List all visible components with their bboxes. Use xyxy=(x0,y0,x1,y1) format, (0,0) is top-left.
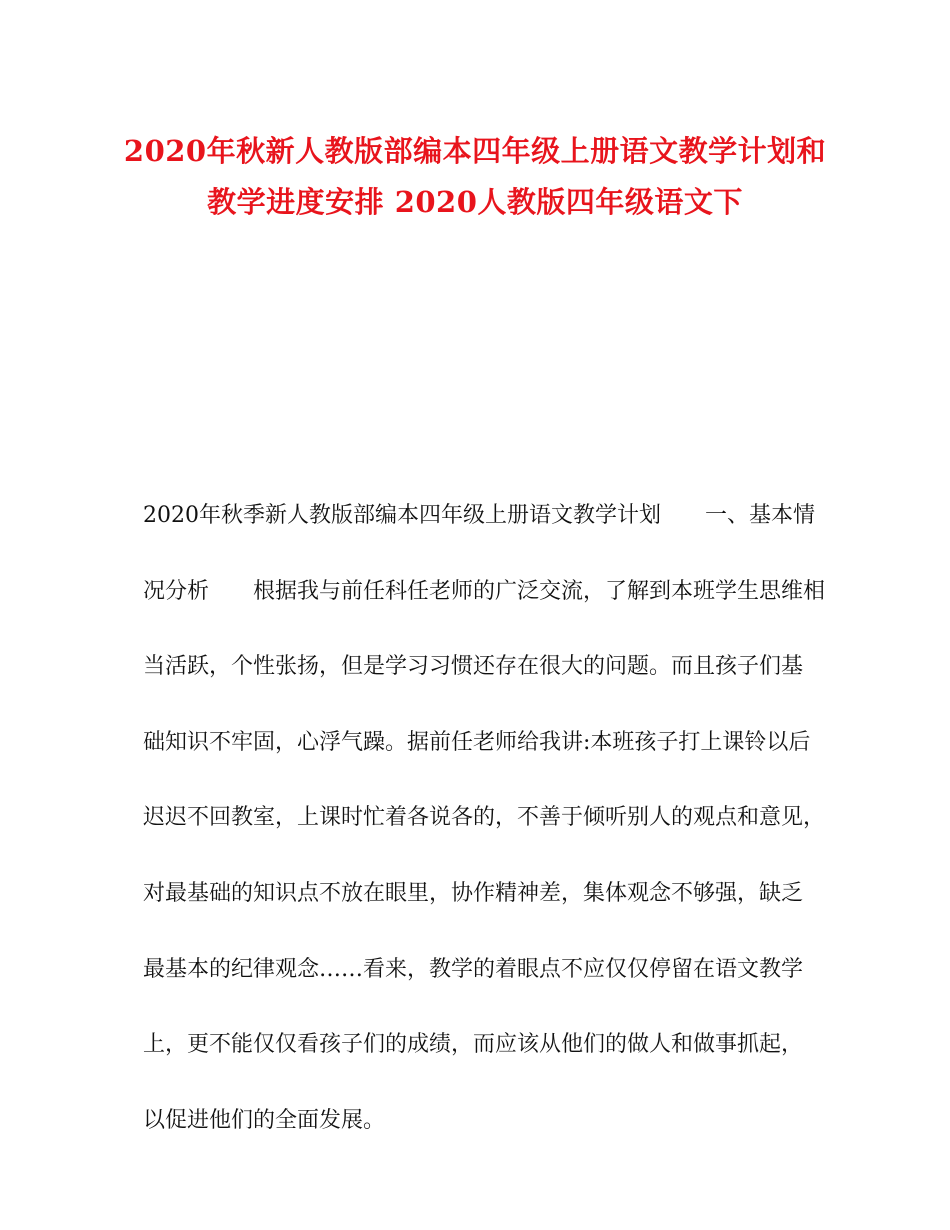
body-line-4: 础知识不牢固，心浮气躁。据前任老师给我讲:本班孩子打上课铃以后 xyxy=(143,729,811,755)
body-line-5: 迟迟不回教室，上课时忙着各说各的，不善于倾听别人的观点和意见， xyxy=(143,805,826,831)
body-line-3: 当活跃，个性张扬，但是学习习惯还存在很大的问题。而且孩子们基 xyxy=(143,654,804,680)
document-title xyxy=(100,126,850,228)
body-line-2: 况分析 根据我与前任科任老师的广泛交流，了解到本班学生思维相 xyxy=(143,578,826,604)
body-line-8: 上，更不能仅仅看孩子们的成绩，而应该从他们的做人和做事抓起， xyxy=(143,1032,804,1058)
title-line-1: 2020年秋新人教版部编本四年级上册语文教学计划和 xyxy=(123,134,827,168)
body-line-1: 2020年秋季新人教版部编本四年级上册语文教学计划 一、基本情 xyxy=(143,503,815,528)
body-line-6: 对最基础的知识点不放在眼里，协作精神差，集体观念不够强，缺乏 xyxy=(143,880,804,906)
title-line-2: 教学进度安排 2020人教版四年级语文下 xyxy=(207,185,743,219)
body-line-7: 最基本的纪律观念……看来，教学的着眼点不应仅仅停留在语文教学 xyxy=(143,956,804,982)
body-line-9: 以促进他们的全面发展。 xyxy=(143,1107,386,1133)
document-body xyxy=(143,478,826,1158)
